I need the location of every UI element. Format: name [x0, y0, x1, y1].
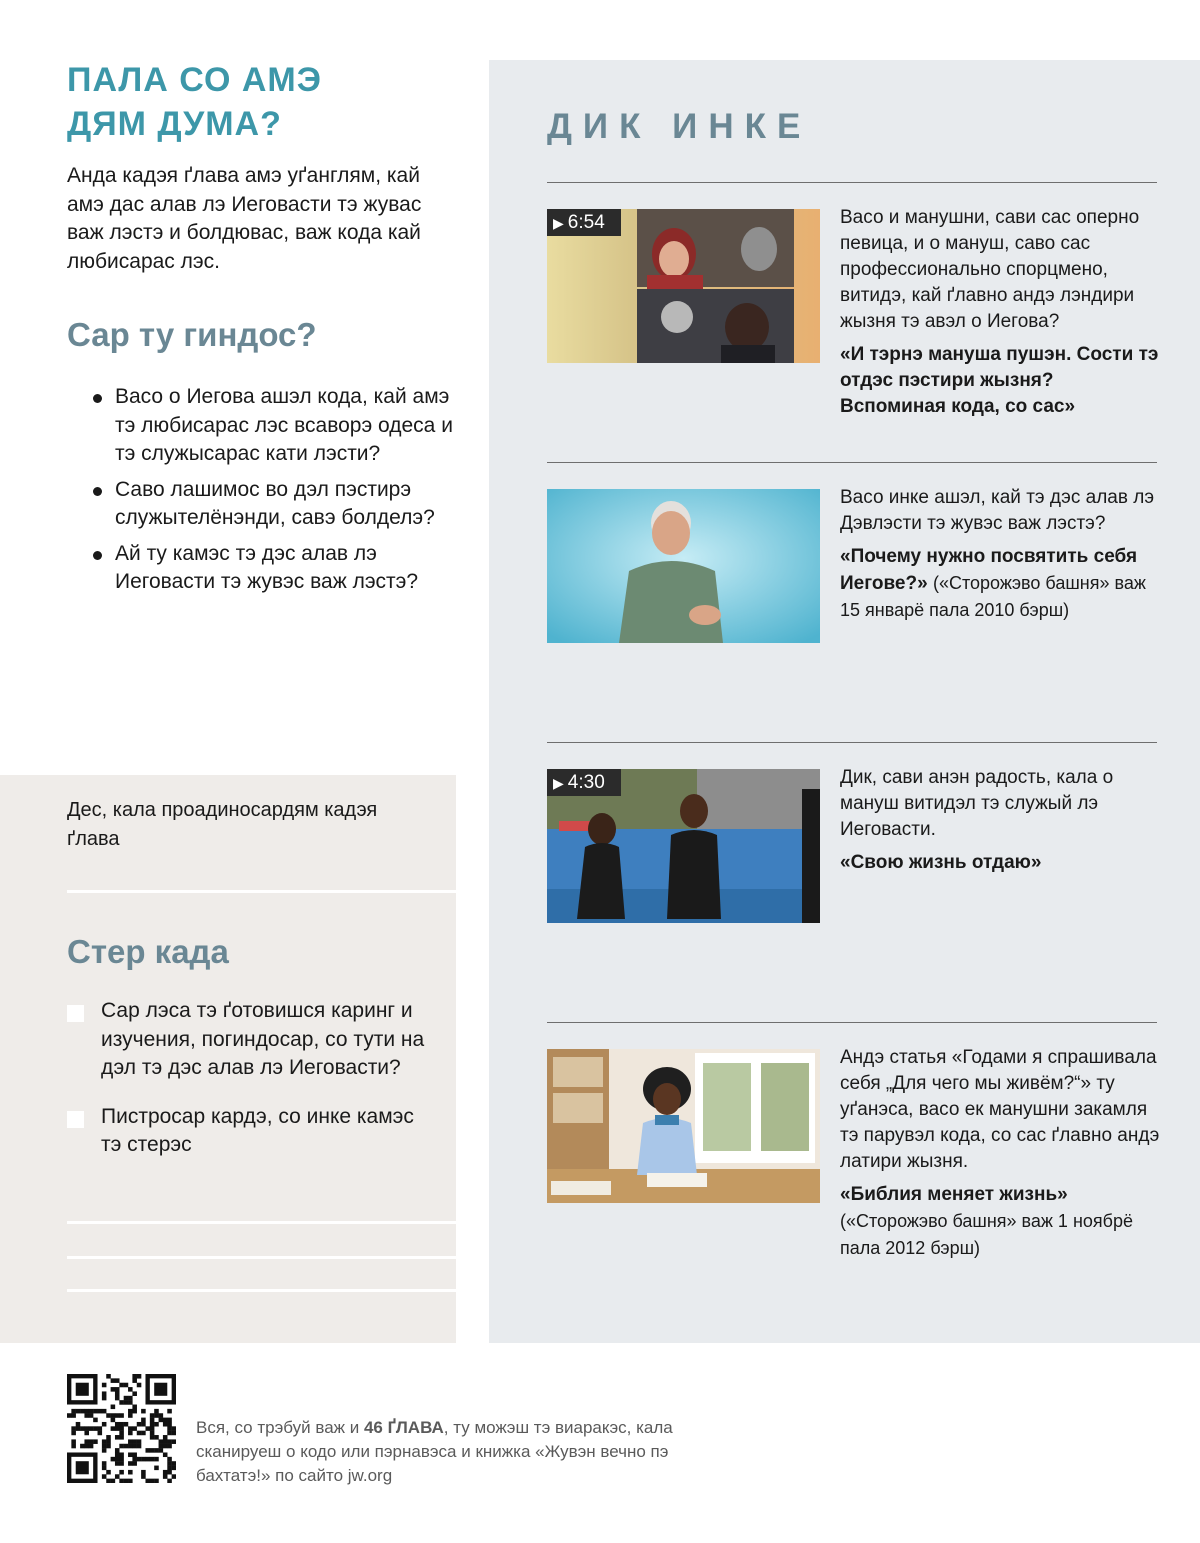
- article-thumbnail-image: [547, 1049, 820, 1203]
- footer-text-after: , ту можэш тэ виаракэс, кала сканируеш о кодо или пэрнавэса и книжка «Жувэн вечно пэ бахтатэ!» по сайто jw.org: [196, 1418, 673, 1485]
- write-line[interactable]: [67, 1289, 456, 1292]
- question-item: Васо о Иегова ашэл кода, кай амэ тэ любисарас лэс всаворэ одеса и тэ служысарас кати лэсти?: [92, 383, 462, 469]
- explore-description: Васо инке ашэл, кай тэ дэс алав лэ Дэвлэсти тэ жувэс важ лэстэ?: [840, 487, 1155, 534]
- footer-chapter: 46 ҐЛАВА: [363, 1418, 444, 1437]
- play-icon: ▶: [553, 215, 564, 231]
- qr-code[interactable]: [67, 1374, 176, 1483]
- review-title: [67, 58, 447, 146]
- qr-code-icon: [67, 1374, 176, 1483]
- review-title-line-1: ПАЛА СО АМЭ: [67, 61, 322, 99]
- footer-text: [196, 1416, 716, 1488]
- write-line[interactable]: [67, 1221, 456, 1224]
- video-duration-badge: [547, 769, 621, 796]
- article-thumbnail-image: [547, 489, 820, 643]
- explore-description: Дик, сави анэн радость, кала о мануш витидэл тэ служый лэ Иеговасти.: [840, 767, 1114, 840]
- divider: [547, 742, 1157, 743]
- explore-link[interactable]: [840, 544, 1160, 624]
- completed-label: Дес, кала проадиносардям кадэя ґлава: [67, 799, 378, 850]
- question-item: Ай ту камэс тэ дэс алав лэ Иеговасти тэ жувэс важ лэстэ?: [92, 540, 462, 597]
- explore-heading: ДИК ИНКЕ: [547, 107, 812, 146]
- explore-source: («Сторожэво башня» важ 15 январё пала 2010 бэрш): [840, 573, 1146, 620]
- explore-item-4: [840, 1045, 1160, 1262]
- goal-checkbox-item[interactable]: Сар лэса тэ ґотовишся каринг и изучения, погиндосар, со тути на дэл тэ дэс алав лэ Иеговасти?: [67, 997, 437, 1083]
- divider: [547, 182, 1157, 183]
- play-icon: ▶: [553, 775, 564, 791]
- video-duration-badge: [547, 209, 621, 236]
- explore-description: Андэ статья «Годами я спрашивала себя „Для чего мы живём?“» ту уґанэса, васо ек манушни закамля тэ парувэл кода, со сас ґлавно андэ латири жызня.: [840, 1047, 1160, 1172]
- question-item: Саво лашимос во дэл пэстирэ служытелёнэнди, савэ болделэ?: [92, 476, 462, 533]
- goals-heading: Стер када: [67, 933, 229, 970]
- explore-link[interactable]: «Свою жизнь отдаю»: [840, 852, 1042, 873]
- questions-heading: Сар ту гиндос?: [67, 316, 317, 353]
- write-line[interactable]: [67, 890, 456, 893]
- explore-link-title[interactable]: «Почему нужно посвятить себя Иегове?»: [840, 546, 1138, 594]
- article-thumbnail-4[interactable]: [547, 1049, 820, 1203]
- review-title-line-2: ДЯМ ДУМА?: [67, 105, 282, 143]
- explore-item-1: [840, 205, 1160, 420]
- goal-checkbox-item[interactable]: Пистросар кардэ, со инке камэс тэ стерэс: [67, 1103, 437, 1160]
- footer-text-before: Вся, со трэбуй важ и: [196, 1418, 364, 1437]
- divider: [547, 1022, 1157, 1023]
- divider: [547, 462, 1157, 463]
- write-line[interactable]: [67, 1256, 456, 1259]
- explore-link[interactable]: [840, 1182, 1160, 1262]
- explore-description: Васо и манушни, сави сас оперно певица, и о мануш, саво сас профессионально спорцмено, витидэ, кай ґлавно андэ лэндири жызня тэ авэл о Иегова?: [840, 207, 1140, 332]
- explore-item-2: [840, 485, 1160, 624]
- review-intro: Анда кадэя ґлава амэ уґанглям, кай амэ дас алав лэ Иеговасти тэ жувас важ лэстэ и болдювас, важ кода кай любисарас лэс.: [67, 164, 422, 273]
- explore-source: («Сторожэво башня» важ 1 ноябрё пала 2012 бэрш): [840, 1211, 1133, 1258]
- questions-list: [92, 383, 462, 604]
- explore-link[interactable]: «И тэрнэ мануша пушэн. Сости тэ отдэс пэстири жызня? Вспоминая кода, со сас»: [840, 344, 1159, 417]
- video-duration: 4:30: [567, 772, 605, 793]
- video-duration: 6:54: [567, 212, 605, 233]
- article-thumbnail-2[interactable]: [547, 489, 820, 643]
- goals-list: [67, 997, 437, 1180]
- explore-item-3: [840, 765, 1160, 876]
- explore-link-title[interactable]: «Библия меняет жизнь»: [840, 1184, 1068, 1205]
